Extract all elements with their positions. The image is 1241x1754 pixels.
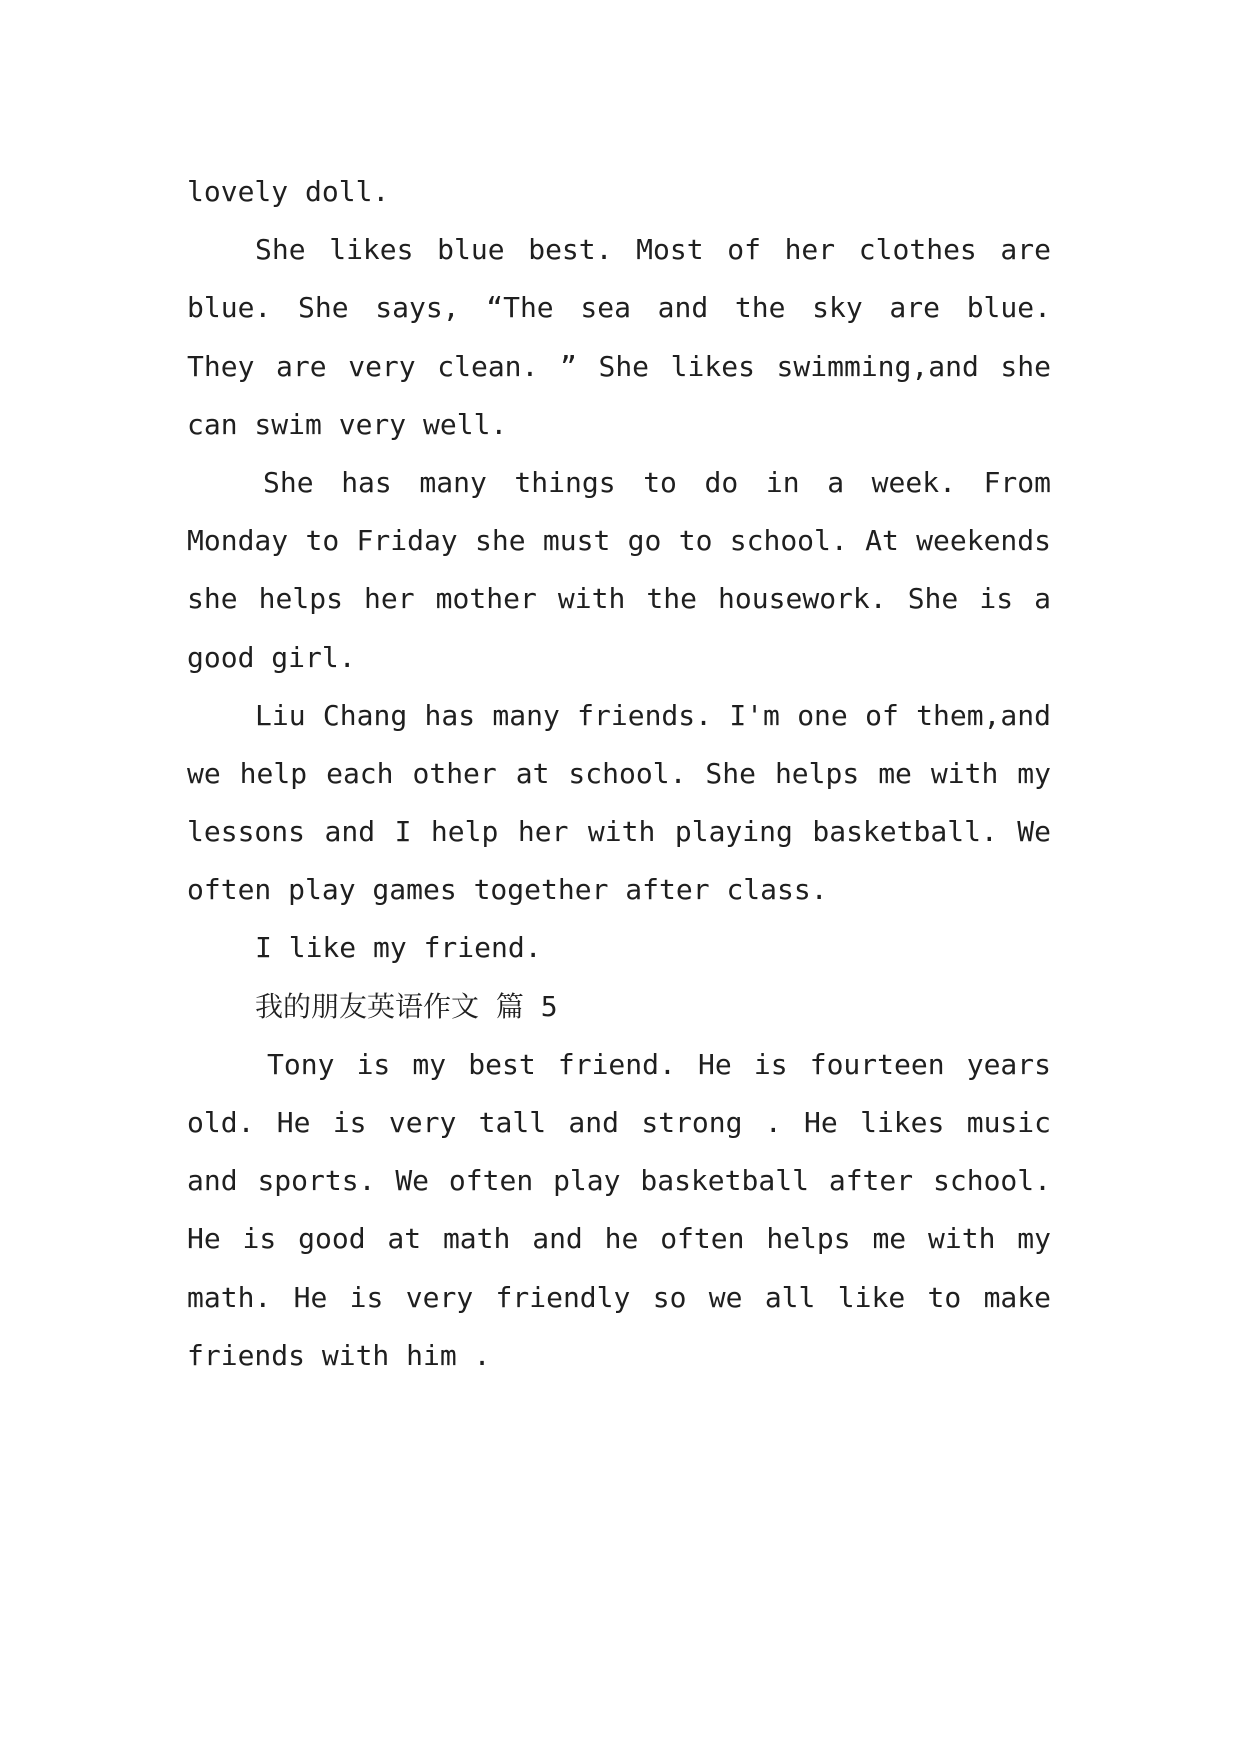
section-heading: 我的朋友英语作文 篇 5 — [255, 989, 558, 1023]
text-line: friends with him . — [187, 1338, 491, 1372]
paragraph — [187, 221, 1051, 454]
text-line: we help each other at school. She helps me with my — [187, 756, 1051, 790]
text-line: math. He is very friendly so we all like to make — [187, 1280, 1051, 1314]
text-line: lovely doll. — [187, 175, 390, 208]
paragraph — [187, 454, 1051, 687]
paragraph — [187, 687, 1051, 920]
paragraph — [187, 1036, 1051, 1385]
text-line: Monday to Friday she must go to school. At weekends — [187, 524, 1051, 558]
text-line: often play games together after class. — [187, 873, 828, 907]
text-line: He is good at math and he often helps me with my — [187, 1222, 1051, 1256]
paragraph — [187, 919, 1051, 977]
text-line: blue. She says, “The sea and the sky are blue. — [187, 291, 1051, 325]
document-body — [187, 163, 1051, 1385]
text-line: Liu Chang has many friends. I'm one of them,and — [255, 698, 1051, 732]
text-line: can swim very well. — [187, 407, 508, 441]
text-line: They are very clean. ” She likes swimming,and she — [187, 349, 1051, 383]
text-line: She has many things to do in a week. From — [263, 465, 1051, 499]
text-line: and sports. We often play basketball after school. — [187, 1164, 1051, 1198]
text-line: Tony is my best friend. He is fourteen years — [267, 1047, 1051, 1081]
text-line: she helps her mother with the housework. She is a — [187, 582, 1051, 616]
text-line: I like my friend. — [255, 931, 542, 965]
text-line: She likes blue best. Most of her clothes are — [255, 233, 1051, 267]
text-line: lessons and I help her with playing basketball. We — [187, 815, 1051, 849]
text-line: old. He is very tall and strong . He likes music — [187, 1106, 1051, 1139]
text-line: good girl. — [187, 640, 356, 674]
